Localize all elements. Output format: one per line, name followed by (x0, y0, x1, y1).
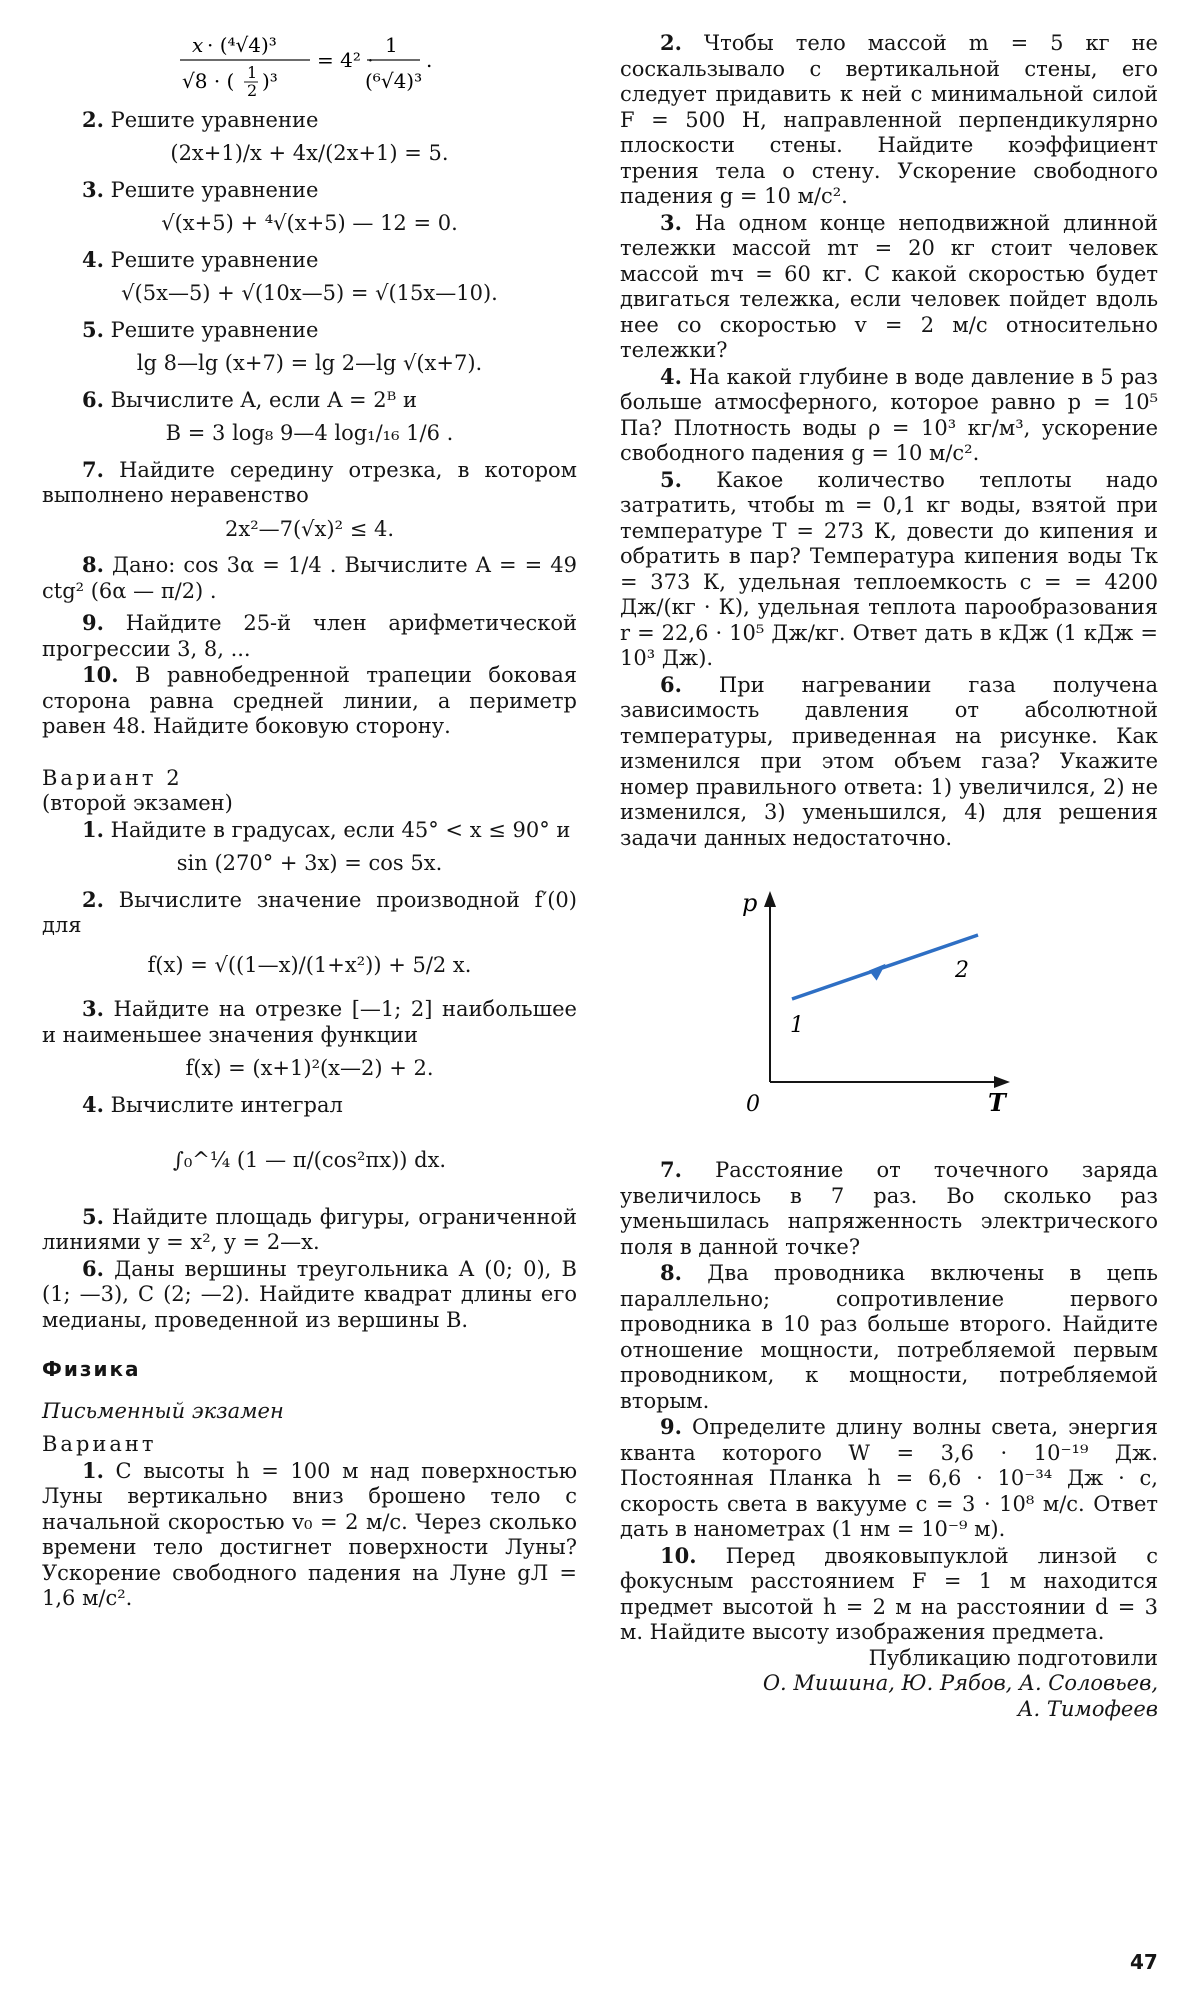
physics-problem-9: 9. Определите длину волны света, энергия кванта которого W = 3,6 · 10⁻¹⁹ Дж. Постоянная Планка h = 6,6 · 10⁻³⁴ Дж · с, скорость света в вакууме c = 3 · 10⁸ м/с. Ответ дать в нанометрах (1 нм = 10⁻⁹ м). (620, 1414, 1158, 1541)
v2-problem-5: 5. Найдите площадь фигуры, ограниченной линиями y = x², y = 2—x. (42, 1203, 577, 1254)
v2-equation-1: sin (270° + 3x) = cos 5x. (176, 851, 443, 875)
x-axis-label: T (988, 1088, 1006, 1117)
physics-problem-5: 5. Какое количество теплоты надо затратить, чтобы m = 0,1 кг воды, взятой при температуре T = 273 К, довести до кипения и обратить в пар? Температура кипения воды Tк = 373 К, удельная теплоемкость c = = 4200 Дж/(кг · К), удельная теплота парообразования r = 22,6 · 10⁵ Дж/кг. Ответ дать в кДж (1 кДж = 10³ Дж). (620, 466, 1158, 670)
equation-4: √(5x—5) + √(10x—5) = √(15x—10). (121, 281, 498, 305)
physics-problem-10: 10. Перед двояковыпуклой линзой с фокусным расстоянием F = 1 м находится предмет высотой h = 2 м на расстоянии d = 3 м. Найдите высоту изображения предмета. (620, 1542, 1158, 1644)
svg-text:)³: )³ (262, 69, 278, 93)
svg-text:.: . (426, 48, 433, 72)
origin-label: 0 (746, 1092, 760, 1117)
problem-2: 2. Решите уравнение (82, 106, 319, 132)
credit-names-2: А. Тимофеев (1017, 1696, 1158, 1721)
left-column (42, 30, 577, 1612)
variant-2-subtitle: (второй экзамен) (42, 791, 233, 815)
v2-problem-4: 4. Вычислите интеграл (82, 1091, 343, 1117)
v2-equation-2: f(x) = √((1—x)/(1+x²)) + 5/2 x. (147, 952, 472, 977)
svg-text:= 4² ·: = 4² · (317, 48, 374, 72)
v2-problem-2: 2. Вычислите значение производной f′(0) для (42, 886, 577, 937)
physics-problem-7: 7. Расстояние от точечного заряда увеличилось в 7 раз. Во сколько раз уменьшилась напряженность электрического поля в данной точке? (620, 1157, 1158, 1259)
physics-problem-2: 2. Чтобы тело массой m = 5 кг не соскальзывало с вертикальной стены, его следует придавить к ней с минимальной силой F = 500 Н, направленной перпендикулярно плоскости стены. Найдите коэффициент трения тела о стену. Ускорение свободного падения g = 10 м/с². (620, 30, 1158, 208)
svg-text:x: x (192, 33, 204, 57)
problem-3: 3. Решите уравнение (82, 176, 319, 202)
equation-5: lg 8—lg (x+7) = lg 2—lg √(x+7). (136, 351, 483, 375)
v2-equation-4: ∫₀^¼ (1 — π/(cos²πx)) dx. (172, 1148, 447, 1172)
equation-6: B = 3 log₈ 9—4 log₁/₁₆ 1/6 . (165, 421, 454, 445)
point-2-label: 2 (955, 958, 969, 983)
problem-7: 7. Найдите середину отрезка, в котором выполнено неравенство (42, 456, 577, 507)
problem-6: 6. Вычислите A, если A = 2ᴮ и (82, 386, 418, 412)
page-number: 47 (1130, 1950, 1158, 1974)
svg-text:2: 2 (247, 81, 258, 100)
svg-text:1: 1 (247, 63, 258, 82)
problem-9: 9. Найдите 25-й член арифметической прогрессии 3, 8, ... (42, 610, 577, 661)
v2-problem-6: 6. Даны вершины треугольника A (0; 0), B (1; —3), C (2; —2). Найдите квадрат длины его медианы, проведенной из вершины B. (42, 1255, 577, 1332)
equation-3: √(x+5) + ⁴√(x+5) — 12 = 0. (161, 211, 458, 235)
top-equation (42, 30, 577, 100)
problem-4: 4. Решите уравнение (82, 246, 319, 272)
physics-problem-1: 1. С высоты h = 100 м над поверхностью Луны вертикально вниз брошено тело с начальной скоростью v₀ = 2 м/с. Через сколько времени тело достигнет поверхности Луны? Ускорение свободного падения на Луне gЛ = 1,6 м/c². (42, 1457, 577, 1610)
physics-section-title: Физика (42, 1357, 141, 1381)
y-axis-label: p (742, 889, 758, 917)
svg-text:· (⁴√4)³: · (⁴√4)³ (207, 33, 277, 57)
y-axis-arrow (764, 891, 776, 907)
problem-5: 5. Решите уравнение (82, 316, 319, 342)
written-exam-title: Письменный экзамен (42, 1398, 284, 1423)
v2-problem-3: 3. Найдите на отрезке [—1; 2] наибольшее и наименьшее значения функции (42, 996, 577, 1047)
credit-line: Публикацию подготовили (868, 1645, 1158, 1670)
variant-2-title: Вариант 2 (42, 765, 183, 790)
variant-title: Вариант (42, 1432, 157, 1456)
pressure-temperature-graph (710, 887, 1030, 1117)
physics-problem-8: 8. Два проводника включены в цепь параллельно; сопротивление первого проводника в 10 раз больше второго. Найдите отношение мощности, потребляемой первым проводником, к мощности, потребляемой вторым. (620, 1260, 1158, 1413)
physics-problem-4: 4. На какой глубине в воде давление в 5 раз больше атмосферного, которое равно p = 10⁵ Па? Плотность воды ρ = 10³ кг/м³, ускорение свободного падения g = 10 м/с². (620, 363, 1158, 465)
svg-text:(⁶√4)³: (⁶√4)³ (365, 69, 423, 93)
equation-7: 2x²—7(√x)² ≤ 4. (225, 516, 394, 541)
svg-text:1: 1 (385, 33, 398, 57)
v2-equation-3: f(x) = (x+1)²(x—2) + 2. (185, 1056, 434, 1080)
equation-2: (2x+1)/x + 4x/(2x+1) = 5. (170, 141, 449, 165)
physics-problem-6: 6. При нагревании газа получена зависимость давления от абсолютной температуры, приведенная на рисунке. Как изменился при этом объем газа? Укажите номер правильного ответа: 1) увеличился, 2) не изменился, 3) уменьшился, 4) для решения задачи данных недостаточно. (620, 671, 1158, 850)
credit-names-1: О. Мишина, Ю. Рябов, А. Соловьев, (762, 1671, 1158, 1695)
svg-text:√8 · (: √8 · ( (182, 69, 235, 93)
right-column (620, 30, 1158, 1722)
x-axis-arrow (994, 1076, 1010, 1088)
problem-10: 10. В равнобедренной трапеции боковая сторона равна средней линии, а периметр равен 48. Найдите боковую сторону. (42, 662, 577, 738)
physics-problem-3: 3. На одном конце неподвижной длинной тележки массой mт = 20 кг стоит человек массой mч = 60 кг. С какой скоростью будет двигаться тележка, если человек пойдет вдоль нее со скоростью v = 2 м/с относительно тележки? (620, 209, 1158, 362)
point-1-label: 1 (790, 1013, 804, 1038)
v2-problem-1: 1. Найдите в градусах, если 45° < x ≤ 90° и (82, 816, 571, 842)
process-line (792, 935, 978, 999)
problem-8: 8. Дано: cos 3α = 1/4 . Вычислите A = = 49 ctg² (6α — π/2) . (42, 552, 577, 603)
